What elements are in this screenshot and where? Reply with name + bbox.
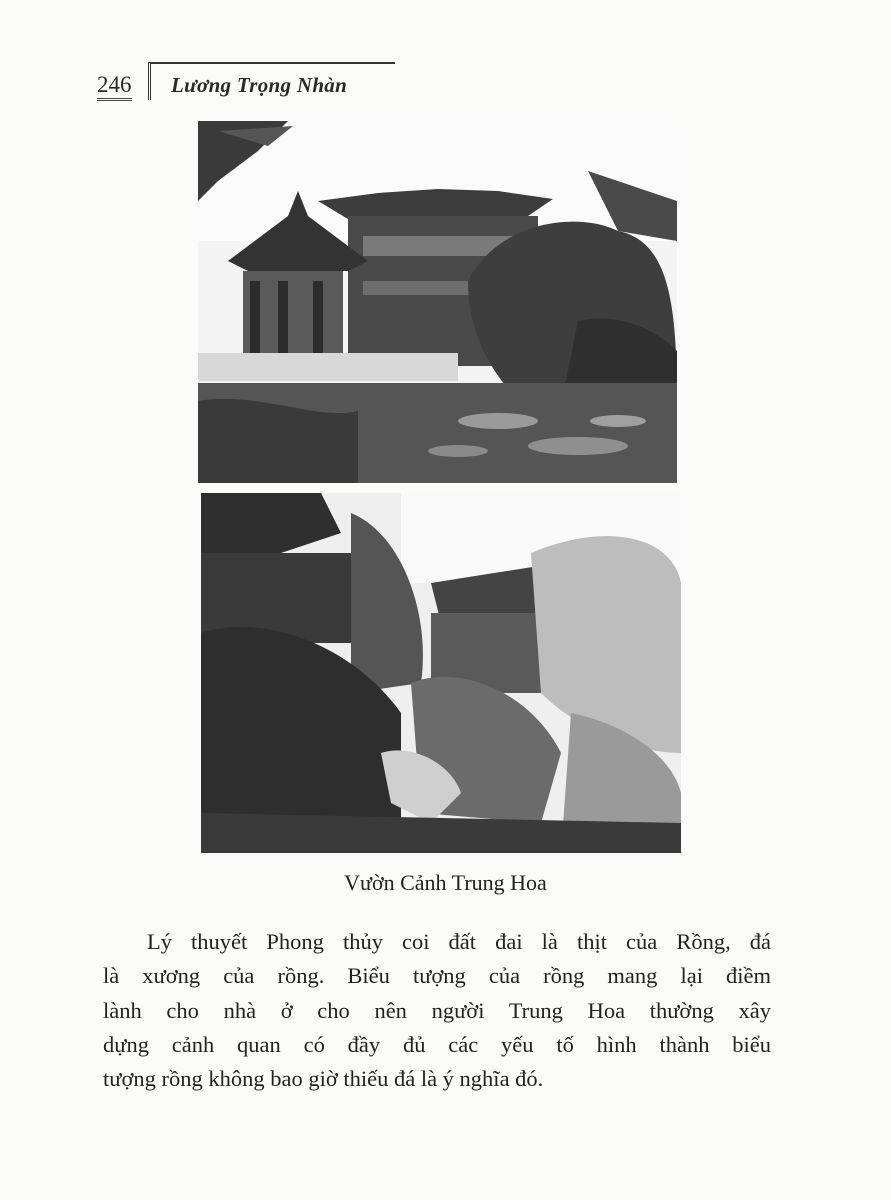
- paragraph-line: tượng rồng không bao giờ thiếu đá là ý nghĩa đó.: [103, 1066, 544, 1092]
- figure-caption: Vườn Cảnh Trung Hoa: [344, 870, 547, 895]
- page-header: [97, 62, 397, 102]
- paragraph-line: Lý thuyết Phong thủy coi đất đai là thịt của Rồng, đá: [147, 929, 771, 954]
- pavilion-pond-photo: [198, 121, 677, 483]
- garden-rocks-trees-image: [201, 493, 681, 853]
- garden-rocks-trees-photo: [201, 493, 681, 853]
- page-number: 246: [97, 74, 132, 101]
- pavilion-pond-image: [198, 121, 677, 483]
- paragraph-line: dựng cảnh quan có đầy đủ các yếu tố hình thành biểu: [103, 1031, 771, 1057]
- paragraph-line: lành cho nhà ở cho nên người Trung Hoa thường xây: [103, 997, 771, 1023]
- paragraph-line: là xương của rồng. Biểu tượng của rồng mang lại điềm: [103, 963, 771, 989]
- running-head: Lương Trọng Nhàn: [171, 73, 348, 97]
- body-paragraph: [103, 925, 771, 1096]
